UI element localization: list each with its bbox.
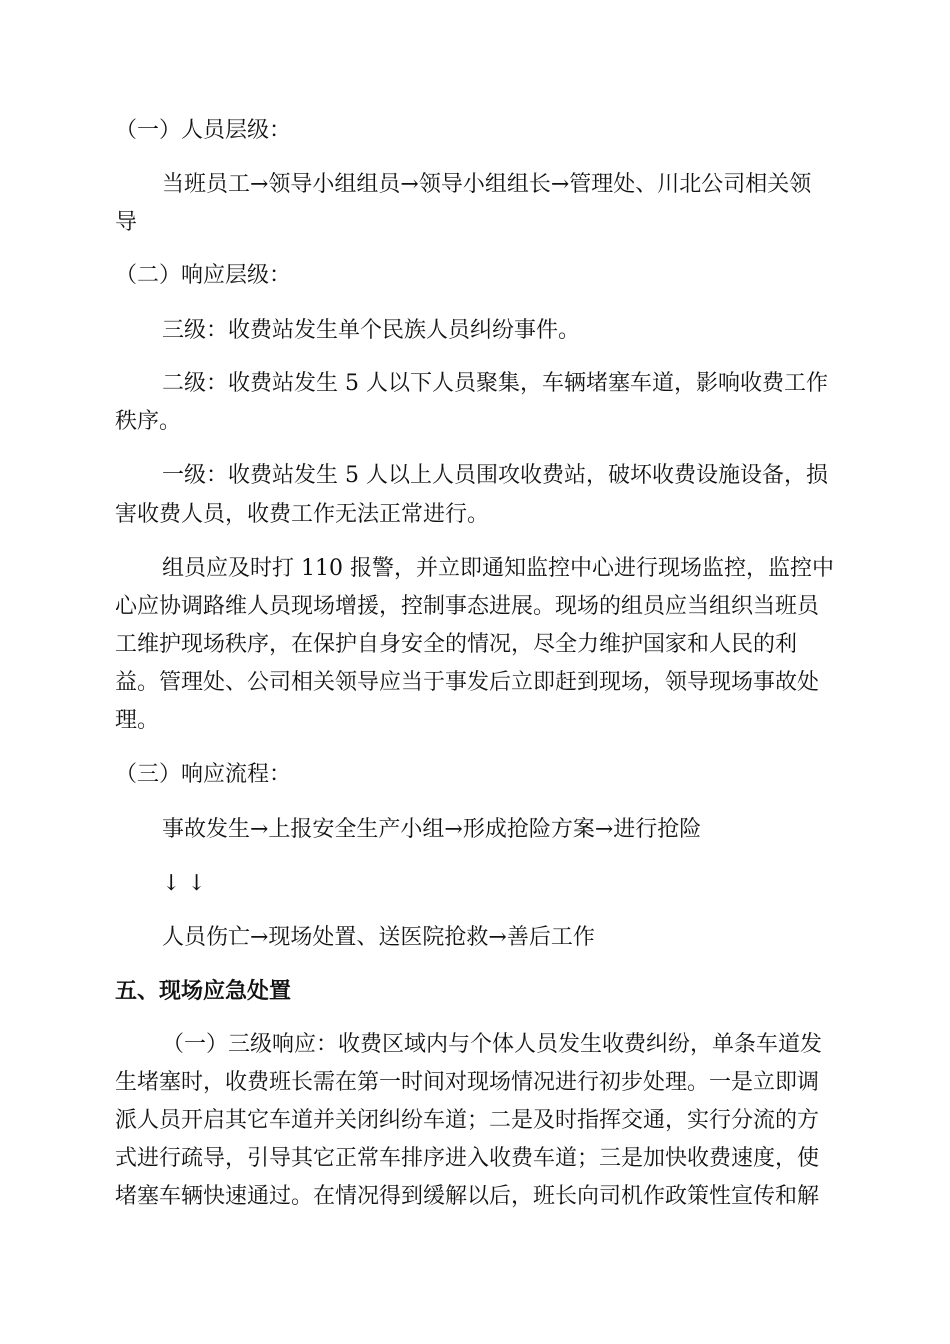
section-response-level-heading: （二）响应层级： xyxy=(115,263,292,288)
section-response-flow-heading: （三）响应流程： xyxy=(115,762,292,787)
level-two-line-1: 二级：收费站发生 5 人以下人员聚集，车辆堵塞车道，影响收费工作 xyxy=(162,371,828,396)
response-paragraph-line-5: 理。 xyxy=(115,708,160,733)
level-three-response-line-4: 式进行疏导，引导其它正常车排序进入收费车道；三是加快收费速度，使 xyxy=(115,1146,820,1171)
level-three-response-line-1: （一）三级响应：收费区域内与个体人员发生收费纠纷，单条车道发 xyxy=(162,1032,823,1057)
response-paragraph-line-3: 工维护现场秩序，在保护自身安全的情况，尽全力维护国家和人民的利 xyxy=(115,632,798,657)
personnel-chain-line-2: 导 xyxy=(115,210,138,235)
response-flow-line-1: 事故发生→上报安全生产小组→形成抢险方案→进行抢险 xyxy=(162,817,702,842)
level-three-response-line-3: 派人员开启其它车道并关闭纠纷车道；二是及时指挥交通，实行分流的方 xyxy=(115,1108,820,1133)
level-three-response-line-5: 堵塞车辆快速通过。在情况得到缓解以后，班长向司机作政策性宣传和解 xyxy=(115,1184,820,1209)
section-personnel-heading: （一）人员层级： xyxy=(115,118,292,143)
level-one-line-2: 害收费人员，收费工作无法正常进行。 xyxy=(115,502,490,527)
response-paragraph-line-2: 心应协调路维人员现场增援，控制事态进展。现场的组员应当组织当班员 xyxy=(115,594,820,619)
personnel-chain-line-1: 当班员工→领导小组组员→领导小组组长→管理处、川北公司相关领 xyxy=(162,172,812,197)
response-paragraph-line-1: 组员应及时打 110 报警，并立即通知监控中心进行现场监控，监控中 xyxy=(162,556,834,581)
level-three-response-line-2: 生堵塞时，收费班长需在第一时间对现场情况进行初步处理。一是立即调 xyxy=(115,1070,820,1095)
response-flow-arrows: ↓ ↓ xyxy=(162,871,206,896)
response-flow-line-2: 人员伤亡→现场处置、送医院抢救→善后工作 xyxy=(162,925,595,950)
level-three-text: 三级：收费站发生单个民族人员纠纷事件。 xyxy=(162,318,581,343)
level-two-line-2: 秩序。 xyxy=(115,409,182,434)
section-five-heading: 五、现场应急处置 xyxy=(115,979,292,1004)
response-paragraph-line-4: 益。管理处、公司相关领导应当于事发后立即赶到现场，领导现场事故处 xyxy=(115,670,820,695)
level-one-line-1: 一级：收费站发生 5 人以上人员围攻收费站，破坏收费设施设备，损 xyxy=(162,463,828,488)
